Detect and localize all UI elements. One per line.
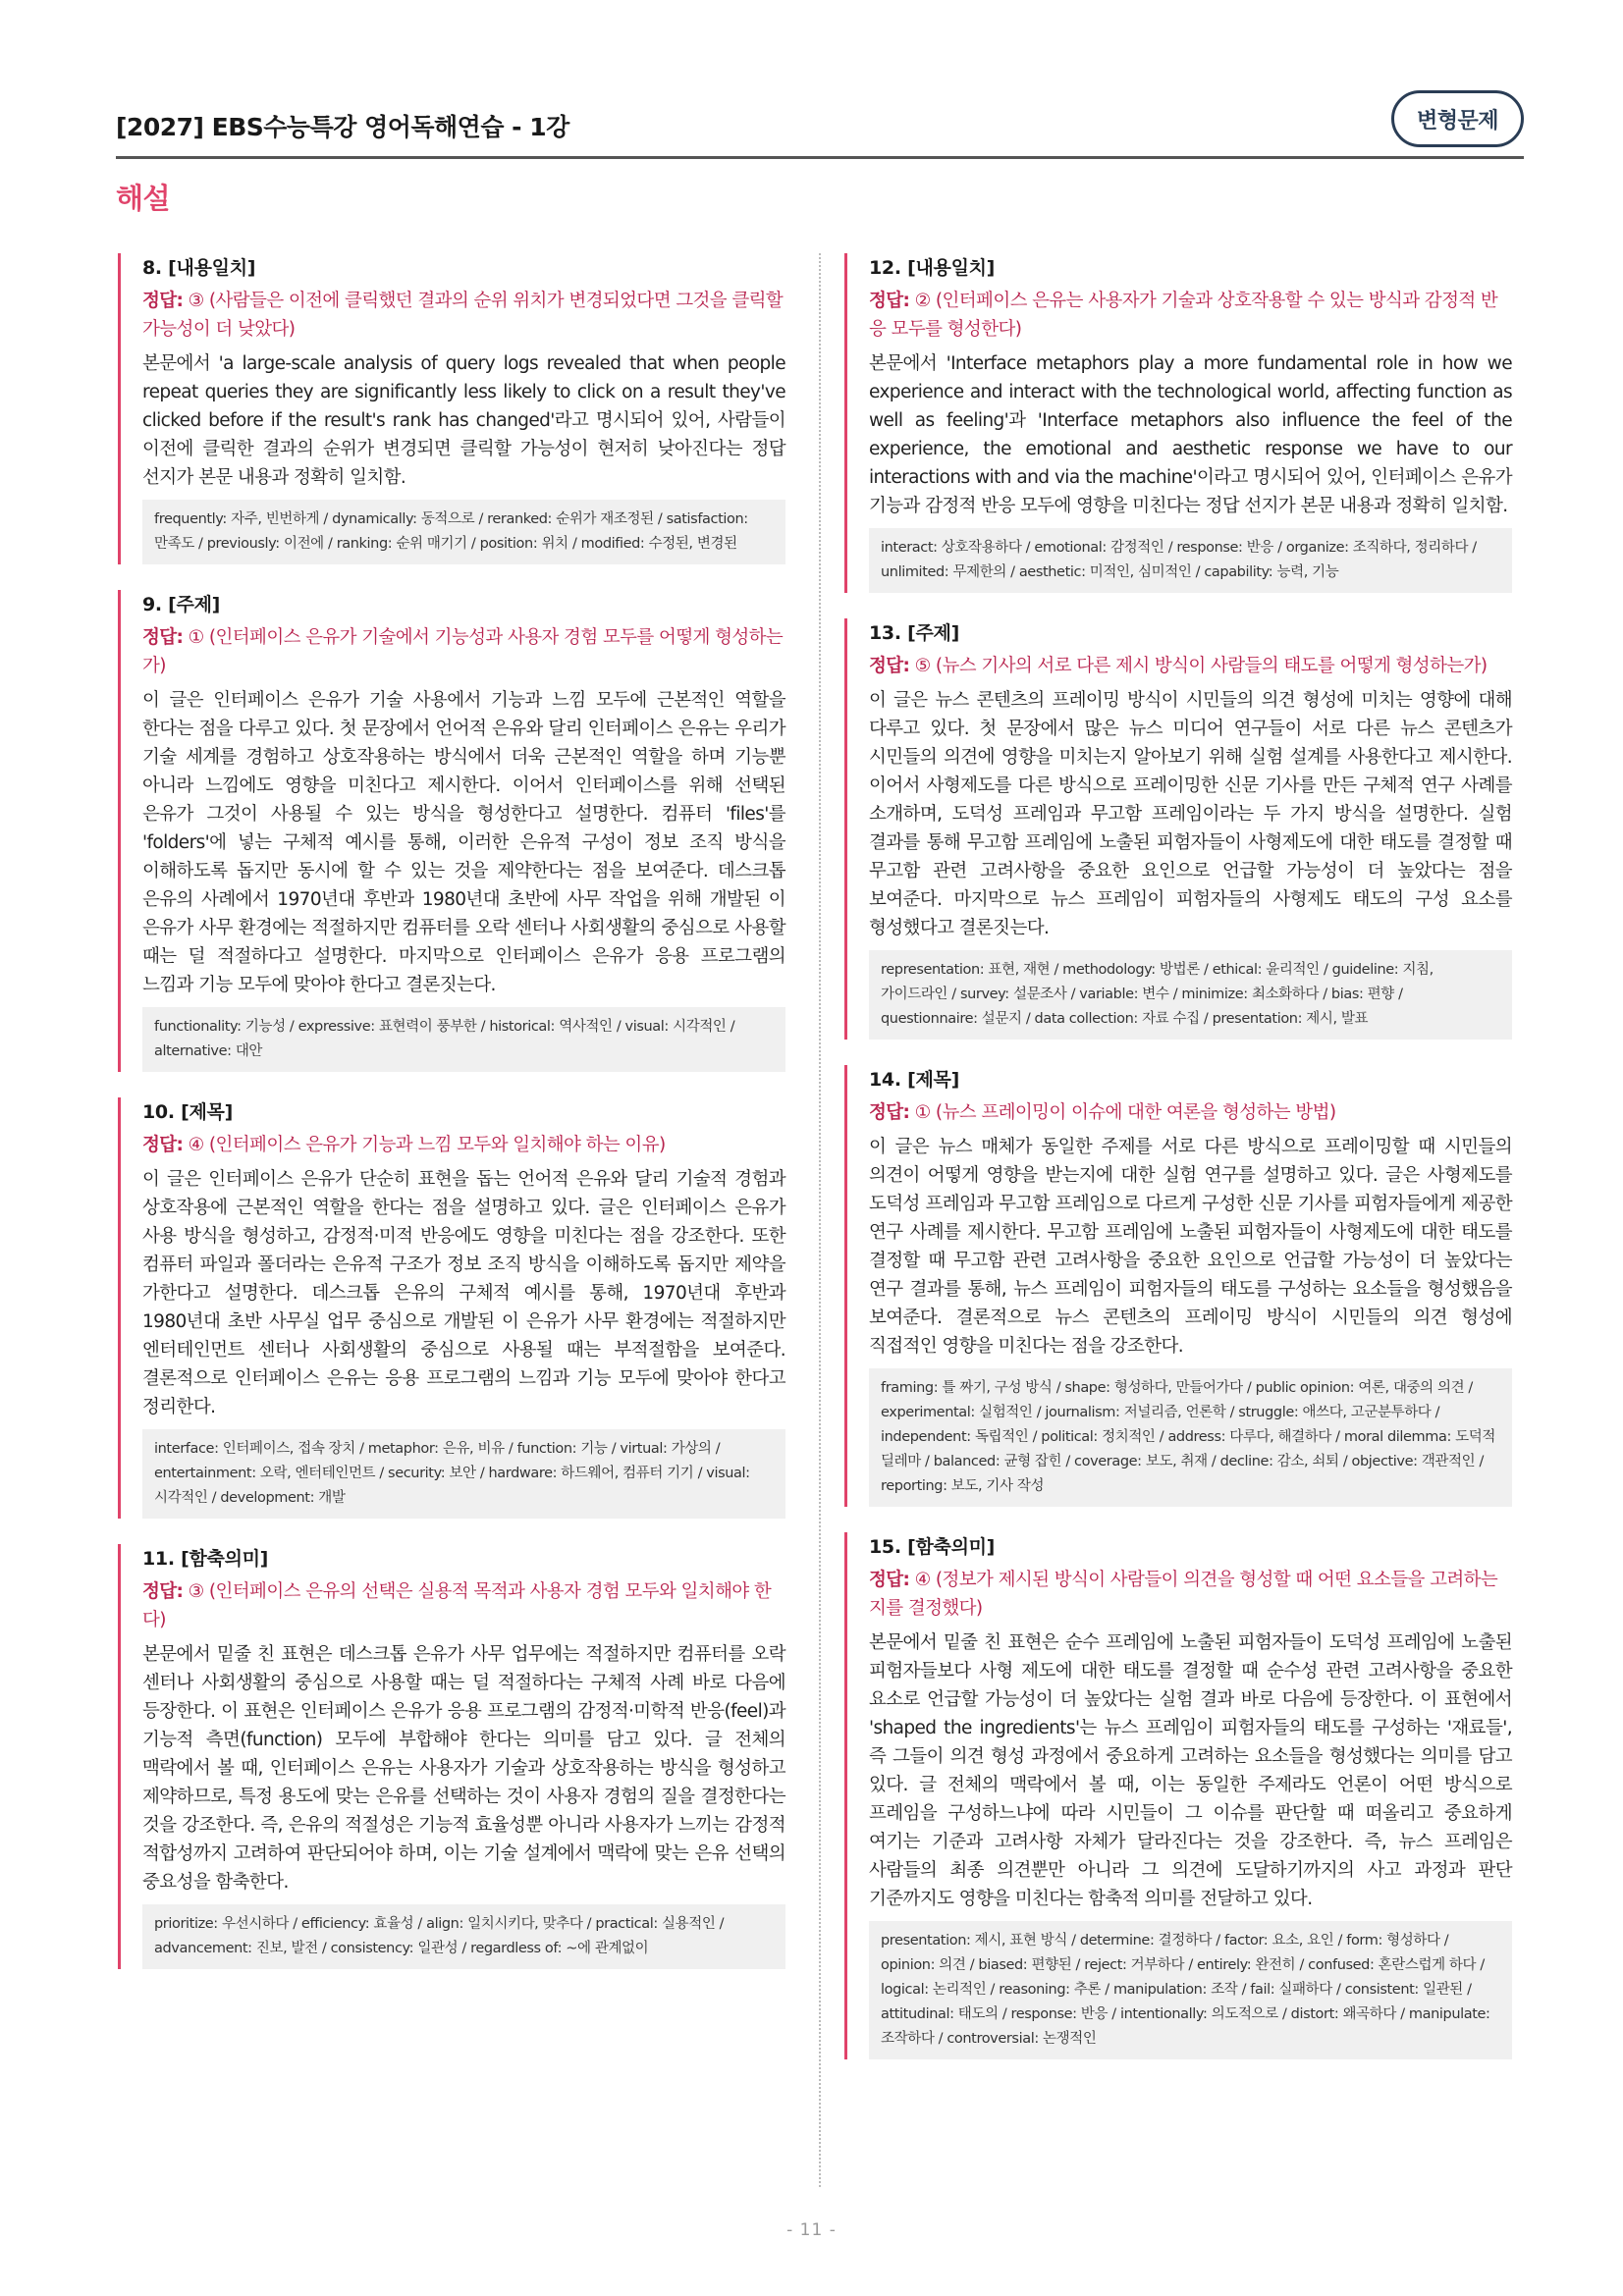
answer-line [869,652,1512,680]
page-number: - 11 - [786,2220,837,2240]
question-explanation [118,253,785,564]
vocabulary-box: prioritize: 우선시하다 / efficiency: 효율성 / align: 일치시키다, 맞추다 / practical: 실용적인 / advancement: 진보, 발전 / consistency: 일관성 / regardless of: ~에 관계없이 [142,1904,785,1969]
question-number: 9. [주제] [142,594,221,615]
vocabulary-box: presentation: 제시, 표현 방식 / determine: 결정하다 / factor: 요소, 요인 / form: 형성하다 / opinion: 의견 / biased: 편향된 / reject: 거부하다 / entirely: 완전히 / confused: 혼란스럽게 하다 / logical: 논리적인 / reasoning: 추론 / manipulation: 조작 / fail: 실패하다 / consistent: 일관된 / attitudinal: 태도의 / response: 반응 / intentionally: 의도적으로 / distort: 왜곡하다 / manipulate: 조작하다 / controversial: 논쟁적인 [869,1921,1512,2059]
vocabulary-box: framing: 틀 짜기, 구성 방식 / shape: 형성하다, 만들어가다 / public opinion: 여론, 대중의 의견 / experimental: 실험적인 / journalism: 저널리즘, 언론학 / struggle: 애쓰다, 고군분투하다 / independent: 독립적인 / political: 정치적인 / address: 다루다, 해결하다 / moral dilemma: 도덕적 딜레마 / balanced: 균형 잡힌 / coverage: 보도, 취재 / decline: 감소, 쇠퇴 / objective: 객관적인 / reporting: 보도, 기사 작성 [869,1368,1512,1507]
question-explanation [118,1097,785,1519]
answer-line [142,1131,785,1159]
vocabulary-box: representation: 표현, 재현 / methodology: 방법론 / ethical: 윤리적인 / guideline: 지침, 가이드라인 / survey: 설문조사 / variable: 변수 / minimize: 최소화하다 / bias: 편향 / questionnaire: 설문지 / data collection: 자료 수집 / presentation: 제시, 발표 [869,950,1512,1040]
vocabulary-box: functionality: 기능성 / expressive: 표현력이 풍부한 / historical: 역사적인 / visual: 시각적인 / alternative: 대안 [142,1007,785,1072]
answer-label: 정답: [869,1570,910,1590]
column-divider [819,253,821,2187]
answer-text: ③ (사람들은 이전에 클릭했던 결과의 순위 위치가 변경되었다면 그것을 클릭할 가능성이 더 낮았다) [142,291,784,340]
document-title: [2027] EBS수능특강 영어독해연습 - 1강 [116,113,569,141]
question-number: 12. [내용일치] [869,257,996,279]
answer-text: ⑤ (뉴스 기사의 서로 다른 제시 방식이 사람들의 태도를 어떻게 형성하는가) [914,656,1488,676]
answer-text: ③ (인터페이스 은유의 선택은 실용적 목적과 사용자 경험 모두와 일치해야 한다) [142,1581,772,1630]
answer-label: 정답: [142,1135,184,1155]
vocabulary-box: interface: 인터페이스, 접속 장치 / metaphor: 은유, 비유 / function: 기능 / virtual: 가상의 / entertainment: 오락, 엔터테인먼트 / security: 보안 / hardware: 하드웨어, 컴퓨터 기기 / visual: 시각적인 / development: 개발 [142,1429,785,1519]
explanation-text: 본문에서 밑줄 친 표현은 순수 프레임에 노출된 피험자들이 도덕성 프레임에 노출된 피험자들보다 사형 제도에 대한 태도를 결정할 때 순수성 관련 고려사항을 중요한 요소로 언급할 가능성이 더 높았다는 실험 결과 바로 다음에 등장한다. 이 표현에서 'shaped the ingredients'는 뉴스 프레임이 피험자들의 태도를 구성하는 '재료들', 즉 그들이 의견 형성 과정에서 중요하게 고려하는 요소들을 형성했다는 의미를 담고 있다. 글 전체의 맥락에서 볼 때, 이는 동일한 주제라도 언론이 어떤 방식으로 프레임을 구성하느냐에 따라 시민들이 그 이슈를 판단할 때 떠올리고 중요하게 여기는 기준과 고려사항 자체가 달라진다는 것을 강조한다. 즉, 뉴스 프레임은 사람들의 최종 의견뿐만 아니라 그 의견에 도달하기까지의 사고 과정과 판단 기준까지도 영향을 미친다는 함축적 의미를 전달하고 있다. [869,1632,1512,1909]
explanation-text: 이 글은 뉴스 매체가 동일한 주제를 서로 다른 방식으로 프레이밍할 때 시민들의 의견이 어떻게 영향을 받는지에 대한 실험 연구를 설명하고 있다. 글은 사형제도를 도덕성 프레임과 무고함 프레임으로 다르게 구성한 신문 기사를 피험자들에게 제공한 연구 사례를 제시한다. 무고함 프레임에 노출된 피험자들이 사형제도에 대한 태도를 결정할 때 무고함 관련 고려사항을 중요한 요인으로 언급할 가능성이 더 높았다는 연구 결과를 통해, 뉴스 프레임이 피험자들의 태도를 구성하는 요소들을 형성했음을 보여준다. 결론적으로 뉴스 콘텐츠의 프레이밍 방식이 시민들의 의견 형성에 직접적인 영향을 미친다는 점을 강조한다. [869,1137,1512,1357]
answer-text: ① (인터페이스 은유가 기술에서 기능성과 사용자 경험 모두를 어떻게 형성하는가) [142,627,784,676]
answer-line [869,287,1512,344]
explanation-text: 이 글은 인터페이스 은유가 단순히 표현을 돕는 언어적 은유와 달리 기술적 경험과 상호작용에 근본적인 역할을 한다는 점을 설명하고 있다. 글은 인터페이스 은유가 사용 방식을 형성하고, 감정적·미적 반응에도 영향을 미친다는 점을 강조한다. 또한 컴퓨터 파일과 폴더라는 은유적 구조가 정보 조직 방식을 이해하도록 돕지만 제약을 가한다고 설명한다. 데스크톱 은유의 구체적 예시를 통해, 1970년대 후반과 1980년대 초반 사무실 업무 중심으로 개발된 이 은유가 사무 환경에는 적절하지만 엔터테인먼트 센터나 사회생활의 중심으로 사용될 때는 부적절함을 보여준다. 결론적으로 인터페이스 은유는 응용 프로그램의 느낌과 기능 모두에 맞아야 한다고 정리한다. [142,1169,785,1417]
answer-label: 정답: [142,1581,184,1602]
question-explanation [118,1544,785,1969]
question-number: 11. [함축의미] [142,1548,269,1570]
explanation-text: 이 글은 뉴스 콘텐츠의 프레이밍 방식이 시민들의 의견 형성에 미치는 영향에 대해 다루고 있다. 첫 문장에서 많은 뉴스 미디어 연구들이 서로 다른 뉴스 콘텐츠가 시민들의 의견에 영향을 미치는지 알아보기 위해 실험 설계를 사용한다고 제시한다. 이어서 사형제도를 다른 방식으로 프레이밍한 신문 기사를 만든 구체적 연구 사례를 소개하며, 도덕성 프레임과 무고함 프레임이라는 두 가지 방식을 설명한다. 실험 결과를 통해 무고함 프레임에 노출된 피험자들이 사형제도에 대한 태도를 결정할 때 무고함 관련 고려사항을 중요한 요인으로 언급할 가능성이 더 높았다는 점을 보여준다. 마지막으로 뉴스 프레임이 피험자들의 사형제도 태도의 구성 요소를 형성했다고 결론짓는다. [869,690,1512,938]
left-column [118,253,785,1995]
answer-label: 정답: [142,627,184,648]
right-column [844,253,1512,2085]
question-explanation [844,1532,1512,2059]
question-explanation [844,618,1512,1040]
question-explanation [118,590,785,1072]
answer-label: 정답: [869,656,910,676]
variant-problem-badge: 변형문제 [1391,90,1524,147]
page-header [116,90,1524,159]
question-number: 8. [내용일치] [142,257,256,279]
answer-line [869,1098,1512,1127]
question-number: 15. [함축의미] [869,1536,996,1558]
answer-text: ④ (정보가 제시된 방식이 사람들이 의견을 형성할 때 어떤 요소들을 고려하는지를 결정했다) [869,1570,1498,1619]
explanation-text: 이 글은 인터페이스 은유가 기술 사용에서 기능과 느낌 모두에 근본적인 역할을 한다는 점을 다루고 있다. 첫 문장에서 언어적 은유와 달리 인터페이스 은유는 우리가 기술 세계를 경험하고 상호작용하는 방식에서 더욱 근본적인 역할을 하며 기능뿐 아니라 느낌에도 영향을 미친다고 제시한다. 이어서 인터페이스를 위해 선택된 은유가 그것이 사용될 수 있는 방식을 형성한다고 설명한다. 컴퓨터 'files'를 'folders'에 넣는 구체적 예시를 통해, 이러한 은유적 구성이 정보 조직 방식을 이해하도록 돕지만 동시에 할 수 있는 것을 제약한다는 점을 보여준다. 데스크톱 은유의 사례에서 1970년대 후반과 1980년대 초반에 사무 작업을 위해 개발된 이 은유가 사무 환경에는 적절하지만 컴퓨터를 오락 센터나 사회생활의 중심으로 사용할 때는 덜 적절하다고 설명한다. 마지막으로 인터페이스 은유가 응용 프로그램의 느낌과 기능 모두에 맞아야 한다고 결론짓는다. [142,690,785,995]
question-explanation [844,253,1512,593]
answer-text: ② (인터페이스 은유는 사용자가 기술과 상호작용할 수 있는 방식과 감정적 반응 모두를 형성한다) [869,291,1498,340]
question-explanation [844,1065,1512,1507]
answer-text: ④ (인터페이스 은유가 기능과 느낌 모두와 일치해야 하는 이유) [188,1135,666,1155]
question-number: 14. [제목] [869,1069,959,1091]
section-title: 해설 [116,182,171,215]
answer-line [869,1566,1512,1623]
answer-label: 정답: [142,291,184,311]
question-number: 10. [제목] [142,1101,233,1123]
answer-label: 정답: [869,291,910,311]
vocabulary-box: interact: 상호작용하다 / emotional: 감정적인 / response: 반응 / organize: 조직하다, 정리하다 / unlimited: 무제한의 / aesthetic: 미적인, 심미적인 / capability: 능력, 기능 [869,528,1512,593]
explanation-text: 본문에서 'a large-scale analysis of query logs revealed that when people repeat queries they are significantly less likely to click on a result they've clicked before if the result's rank has changed'라고 명시되어 있어, 사람들이 이전에 클릭한 결과의 순위가 변경되면 클릭할 가능성이 현저히 낮아진다는 정답 선지가 본문 내용과 정확히 일치함. [142,353,785,488]
explanation-text: 본문에서 'Interface metaphors play a more fundamental role in how we experience and interact with the technological world, affecting function as well as feeling'과 'Interface metaphors also influence the feel of the experience, the emotional and aesthetic response we have to our interactions with and via the machine'이라고 명시되어 있어, 인터페이스 은유가 기능과 감정적 반응 모두에 영향을 미친다는 정답 선지가 본문 내용과 정확히 일치함. [869,353,1512,516]
answer-line [142,287,785,344]
answer-line [142,623,785,680]
question-number: 13. [주제] [869,622,959,644]
answer-line [142,1577,785,1634]
answer-label: 정답: [869,1102,910,1123]
answer-text: ① (뉴스 프레이밍이 이슈에 대한 여론을 형성하는 방법) [914,1102,1336,1123]
vocabulary-box: frequently: 자주, 빈번하게 / dynamically: 동적으로 / reranked: 순위가 재조정된 / satisfaction: 만족도 / previously: 이전에 / ranking: 순위 매기기 / position: 위치 / modified: 수정된, 변경된 [142,500,785,564]
explanation-text: 본문에서 밑줄 친 표현은 데스크톱 은유가 사무 업무에는 적절하지만 컴퓨터를 오락 센터나 사회생활의 중심으로 사용할 때는 덜 적절하다는 구체적 사례 바로 다음에 등장한다. 이 표현은 인터페이스 은유가 응용 프로그램의 감정적·미학적 반응(feel)과 기능적 측면(function) 모두에 부합해야 한다는 의미를 담고 있다. 글 전체의 맥락에서 볼 때, 인터페이스 은유는 사용자가 기술과 상호작용하는 방식을 형성하고 제약하므로, 특정 용도에 맞는 은유를 선택하는 것이 사용자 경험의 질을 결정한다는 것을 강조한다. 즉, 은유의 적절성은 기능적 효율성뿐 아니라 사용자가 느끼는 감정적 적합성까지 고려하여 판단되어야 하며, 이는 기술 설계에서 맥락에 맞는 은유 선택의 중요성을 함축한다. [142,1644,785,1893]
